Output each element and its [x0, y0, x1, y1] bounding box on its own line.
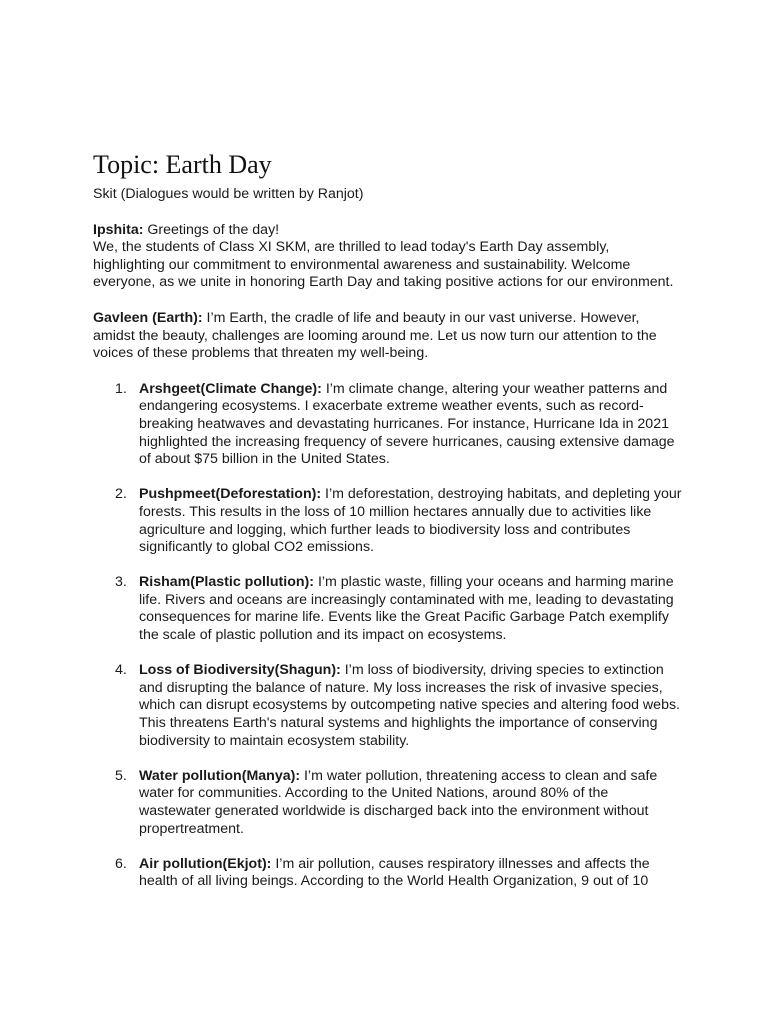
list-speaker: Pushpmeet(Deforestation): — [139, 486, 322, 503]
list-text: I’m loss of biodiversity, driving species to extinction and disrupting the balance of nature. My loss increases the risk of invasive species, which can disrupt ecosystems by outcompeting native species and altering food webs. This threatens Earth's natural systems and highlights the importance of conserving biodiversity to maintain ecosystem stability. — [139, 662, 680, 749]
dialogue-list — [93, 381, 683, 891]
earth-paragraph — [93, 310, 683, 363]
list-speaker: Air pollution(Ekjot): — [139, 855, 272, 872]
list-number: 4. — [115, 662, 127, 679]
earth-text: I’m Earth, the cradle of life and beauty in our vast universe. However, amidst the beauty, challenges are looming around me. Let us now turn our attention to the voices of these problems that threaten my well-being. — [93, 309, 657, 362]
list-number: 6. — [115, 855, 127, 872]
subtitle: Skit (Dialogues would be written by Ranjot) — [93, 186, 364, 202]
list-item — [93, 381, 683, 469]
intro-speaker: Ipshita: — [93, 221, 144, 238]
list-speaker: Water pollution(Manya): — [139, 767, 301, 784]
list-text: I’m deforestation, destroying habitats, and depleting your forests. This results in the loss of 10 million hectares annually due to activities like agriculture and logging, which further leads to biodiversity loss and contributes significantly to global CO2 emissions. — [139, 486, 682, 556]
list-number: 3. — [115, 574, 127, 591]
list-text: I’m air pollution, causes respiratory illnesses and affects the health of all living beings. According to the World Health Organization, 9 out of 10 — [139, 855, 650, 890]
list-item — [93, 486, 683, 556]
list-number: 2. — [115, 486, 127, 503]
list-speaker: Arshgeet(Climate Change): — [139, 380, 322, 397]
list-item — [93, 856, 683, 891]
list-text: I’m plastic waste, filling your oceans and harming marine life. Rivers and oceans are increasingly contaminated with me, leading to devastating consequences for marine life. Events like the Great Pacific Garbage Patch exemplify the scale of plastic pollution and its impact on ecosystems. — [139, 574, 674, 644]
earth-speaker: Gavleen (Earth): — [93, 309, 203, 326]
list-number: 1. — [115, 380, 127, 397]
list-text: I’m climate change, altering your weather patterns and endangering ecosystems. I exacerbate extreme weather events, such as record-breaking heatwaves and devastating hurricanes. For instance, Hurricane Ida in 2021 highlighted the increasing frequency of severe hurricanes, causing extensive damage of about $75 billion in the United States. — [139, 380, 675, 468]
document-page — [93, 150, 683, 909]
list-speaker: Risham(Plastic pollution): — [139, 574, 314, 591]
list-item — [93, 662, 683, 750]
list-text: I’m water pollution, threatening access to clean and safe water for communities. According to the United Nations, around 80% of the wastewater generated worldwide is discharged back into the environment without propertreatment. — [139, 767, 658, 837]
intro-text: We, the students of Class XI SKM, are thrilled to lead today's Earth Day assembly, highlighting our commitment to environmental awareness and sustainability. Welcome everyone, as we unite in honoring Earth Day and taking positive actions for our environment. — [93, 239, 674, 291]
list-speaker: Loss of Biodiversity(Shagun): — [139, 662, 341, 679]
page-title: Topic: Earth Day — [93, 150, 272, 179]
list-item — [93, 574, 683, 644]
list-item — [93, 768, 683, 838]
intro-greeting: Greetings of the day! — [143, 221, 280, 238]
list-number: 5. — [115, 767, 127, 784]
intro-paragraph — [93, 222, 683, 292]
